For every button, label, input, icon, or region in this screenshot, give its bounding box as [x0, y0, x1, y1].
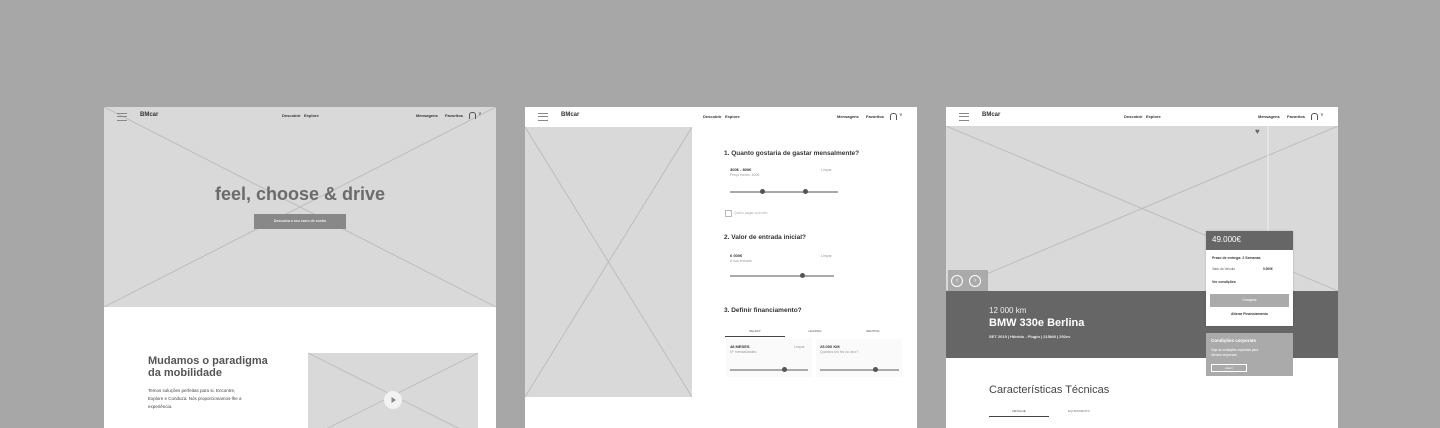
q1-range-handle-min[interactable]	[760, 189, 765, 194]
corporate-text-line-2: clientes empresas	[1211, 353, 1237, 357]
chevron-down-icon[interactable]: ∨	[1320, 112, 1324, 118]
nav-link-discover[interactable]: Descobrir	[1124, 114, 1143, 119]
q1-subtext: Preço médio: 400€	[730, 173, 760, 177]
nav-link-favorites[interactable]: Favoritos	[866, 114, 885, 119]
mileage-subtext: Quantos km fez ao ano?	[820, 350, 859, 354]
hero-title: feel, choose & drive	[214, 184, 386, 204]
logo[interactable]: BMcar	[561, 112, 580, 118]
nav-link-messages[interactable]: Mensagens	[837, 114, 859, 119]
term-range-track[interactable]	[730, 369, 808, 371]
q2-range-track[interactable]	[730, 275, 834, 277]
mileage-value: 25.000 KM	[820, 344, 840, 349]
tab-detail[interactable]: DETALHE	[989, 409, 1049, 417]
prev-arrow-icon[interactable]: ‹	[951, 275, 963, 287]
question-2-title: 2. Valor de entrada inicial?	[724, 234, 807, 241]
q2-clear-link[interactable]: Limpar	[821, 254, 832, 258]
nav-link-favorites[interactable]: Favoritos	[1287, 114, 1306, 119]
q2-range-handle[interactable]	[800, 273, 805, 278]
mileage-range-track[interactable]	[820, 369, 899, 371]
play-icon[interactable]	[384, 391, 402, 409]
chevron-down-icon[interactable]: ∨	[478, 111, 482, 117]
nav-link-explore[interactable]: Explore	[1146, 114, 1161, 119]
user-icon[interactable]	[890, 113, 897, 120]
user-icon[interactable]	[1311, 113, 1318, 120]
term-clear-link[interactable]: Limpar	[794, 345, 805, 349]
pay-upfront-label: Quero pagar a pronto	[734, 211, 768, 215]
q1-value: 300€ - 800€	[730, 167, 752, 172]
logo[interactable]: BMcar	[140, 112, 159, 118]
wireframe-car-detail	[946, 107, 1338, 428]
chevron-down-icon[interactable]: ∨	[899, 112, 903, 118]
section-title-line-2: da mobilidade	[148, 367, 222, 379]
top-nav	[104, 107, 496, 125]
car-mileage: 12 000 km	[989, 306, 1027, 315]
nav-link-explore[interactable]: Explore	[725, 114, 740, 119]
video-placeholder	[308, 353, 478, 428]
car-specs: SET 2019 | Híbrido - Plugin | 215kW | 292cv	[989, 334, 1071, 339]
section-text-line-3: experiência.	[148, 404, 173, 409]
term-subtext: Nº mensalidades	[730, 350, 757, 354]
nav-link-explore[interactable]: Explore	[304, 113, 319, 118]
vehicle-value-label: Valor do Veículo	[1212, 267, 1235, 271]
tab-leasing[interactable]: LEASING	[808, 329, 822, 333]
corporate-join-button[interactable]: Aderir	[1211, 364, 1247, 372]
favorite-heart-icon[interactable]: ♥	[1255, 127, 1260, 136]
section-text-line-1: Temos soluções perfeitas para si. Encontre,	[148, 388, 236, 393]
q1-range-track[interactable]	[730, 191, 838, 193]
vehicle-value: 0.000€	[1263, 267, 1273, 271]
top-nav	[946, 107, 1338, 125]
user-icon[interactable]	[469, 112, 476, 119]
question-3-title: 3. Definir financiamento?	[724, 307, 802, 314]
wireframe-financing	[525, 107, 917, 428]
top-nav	[525, 107, 917, 125]
change-financing-link[interactable]: Alterar Financiamento	[1231, 312, 1268, 316]
menu-icon[interactable]	[117, 113, 127, 121]
corporate-text-line-1: Veja as condições especiais para	[1211, 348, 1259, 352]
nav-link-discover[interactable]: Descobrir	[282, 113, 301, 118]
wireframe-home	[104, 107, 496, 428]
buy-button[interactable]: Comprar	[1210, 294, 1289, 307]
hero-image-placeholder	[104, 107, 496, 307]
nav-link-messages[interactable]: Mensagens	[416, 113, 438, 118]
car-image-placeholder	[525, 127, 692, 397]
q2-subtext: A sua entrada	[730, 259, 752, 263]
menu-icon[interactable]	[959, 113, 969, 121]
nav-link-discover[interactable]: Descobrir	[703, 114, 722, 119]
tab-renting[interactable]: RENTING	[866, 329, 880, 333]
car-model-title: BMW 330e Berlina	[989, 317, 1085, 329]
pay-upfront-checkbox[interactable]	[725, 210, 732, 217]
price-value: 49.000€	[1212, 235, 1241, 244]
menu-icon[interactable]	[538, 113, 548, 121]
q1-range-handle-max[interactable]	[803, 189, 808, 194]
delivery-time: Prazo de entrega: 2 Semanas	[1212, 256, 1261, 260]
see-conditions-link[interactable]: Ver condições	[1212, 280, 1236, 284]
tab-select[interactable]: SELECT	[725, 329, 785, 337]
nav-link-messages[interactable]: Mensagens	[1258, 114, 1280, 119]
logo[interactable]: BMcar	[982, 112, 1001, 118]
term-value: 48 MESES	[730, 344, 750, 349]
q2-value: 6 000€	[730, 253, 743, 258]
question-1-title: 1. Quanto gostaria de gastar mensalmente?	[724, 150, 860, 157]
hero-cta-button[interactable]: Descubra o seu carro de sonho	[254, 214, 346, 229]
section-text-line-2: Explore e Conduza. Nós proporcionamos-lhe a	[148, 396, 242, 401]
q1-clear-link[interactable]: Limpar	[821, 168, 832, 172]
section-title-line-1: Mudamos o paradigma	[148, 355, 268, 367]
mileage-range-handle[interactable]	[873, 367, 878, 372]
nav-link-favorites[interactable]: Favoritos	[445, 113, 464, 118]
tab-equipment[interactable]: EQUIPAMENTO	[1068, 409, 1090, 413]
tech-specs-title: Características Técnicas	[989, 384, 1110, 396]
next-arrow-icon[interactable]: ›	[969, 275, 981, 287]
corporate-title: Condições corporate	[1211, 338, 1257, 343]
